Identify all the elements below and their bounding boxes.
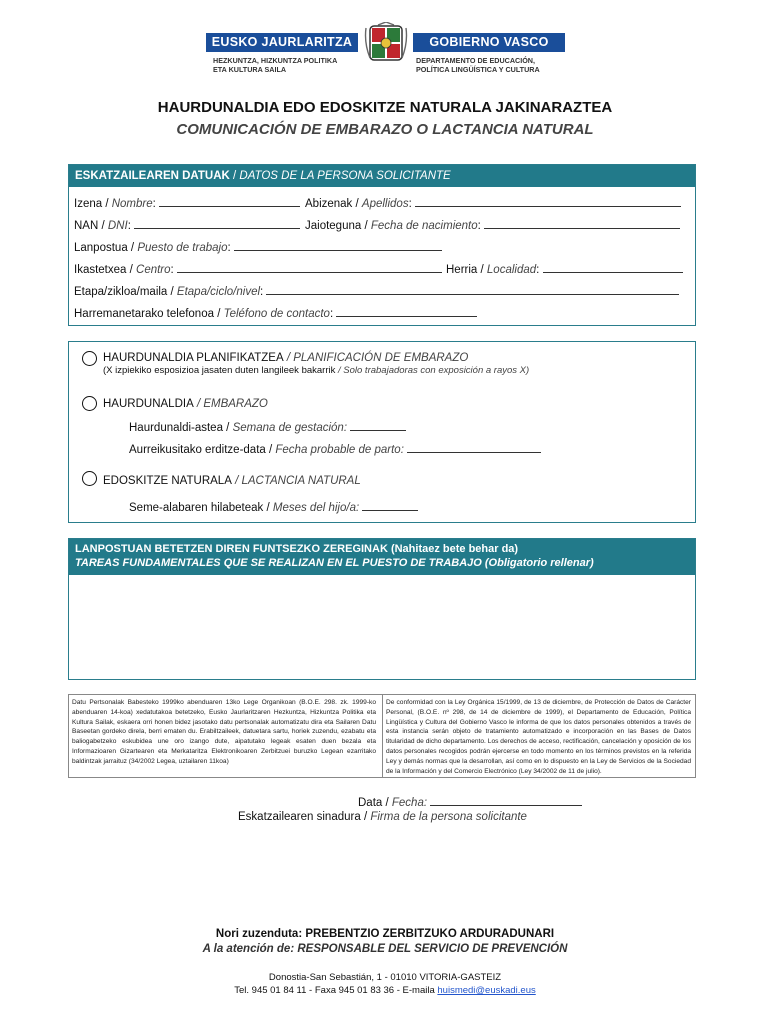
gestation-week-row: Haurdunaldi-astea / Semana de gestación: bbox=[129, 419, 406, 434]
name-field[interactable] bbox=[159, 195, 300, 207]
due-date-field[interactable] bbox=[407, 441, 541, 453]
birthdate-row: Jaioteguna / Fecha de nacimiento: bbox=[305, 217, 680, 232]
plan-pregnancy-note: (X izpiekiko esposizioa jasaten duten langileek bakarrik / Solo trabajadoras con exposición a rayos X) bbox=[103, 365, 530, 376]
center-row: Ikastetxea / Centro: bbox=[74, 261, 442, 276]
job-field[interactable] bbox=[234, 239, 442, 251]
address: Donostia-San Sebastián, 1 - 01010 VITORIA-GASTEIZ bbox=[268, 972, 502, 983]
tasks-section-header: LANPOSTUAN BETETZEN DIREN FUNTSEZKO ZEREGINAK (Nahitaez bete behar da) TAREAS FUNDAMENTALES QUE SE REALIZAN EN EL PUESTO DE TRABAJO (Obligatorio rellenar) bbox=[69, 539, 695, 575]
town-row: Herria / Localidad: bbox=[446, 261, 683, 276]
due-date-row: Aurreikusitako erditze-data / Fecha probable de parto: bbox=[129, 441, 541, 456]
birthdate-field[interactable] bbox=[484, 217, 680, 229]
center-field[interactable] bbox=[177, 261, 442, 273]
applicant-section-header: ESKATZAILEAREN DATUAK / DATOS DE LA PERSONA SOLICITANTE bbox=[69, 165, 695, 187]
addressee-basque: Nori zuzenduta: PREBENTZIO ZERBITZUKO ARDURADUNARI bbox=[215, 928, 555, 940]
signature-label: Eskatzailearen sinadura / Firma de la persona solicitante bbox=[238, 811, 527, 823]
name-row: Izena / Nombre: bbox=[74, 195, 300, 210]
department-spanish: DEPARTAMENTO DE EDUCACIÓN, POLÍTICA LINGÜÍSTICA Y CULTURA bbox=[416, 56, 540, 74]
legal-text-spanish: De conformidad con la Ley Orgánica 15/1999, de 13 de diciembre, de Protección de Datos de Carácter Personal, (B.O.E. nº 298, de 14 de diciembre de 1999), el Departamento de Educación, Política Lingüística y Cultura del Gobierno Vasco le informa de que los datos personales obtenidos a través de esta instancia serán objeto de tratamiento automatizado e incorporación en las Bases de Datos titularidad de dicho departamento. Los derechos de acceso, rectificación, cancelación y oposición de los datos personales recogidos podrán ejercerse en todo momento en los términos previstos en la referida Ley y demás normas que la desarrollan, así como en lo dispuesto en la Ley de Servicios de la Sociedad de la Información y del Comercio Electrónico (Ley 34/2002 de 11 de julio). bbox=[386, 699, 691, 775]
email-link[interactable]: huismedi@euskadi.eus bbox=[437, 985, 536, 996]
plan-pregnancy-radio[interactable] bbox=[82, 351, 97, 366]
surname-row: Abizenak / Apellidos: bbox=[305, 195, 681, 210]
legal-text-basque: Datu Pertsonalak Babesteko 1999ko abenduaren 13ko Lege Organikoan (B.O.E. 298. zk. 1999-ko abenduaren 14-koa) xedatutakoa betetzeko, Eusko Jaurlaritzaren Hezkuntza, Hizkuntza Politika eta Kultura Sailak, eskaera orri honen bidez jasotako datu pertsonalak automatizatu dira eta Sailaren Datu Baseetan gordeko direla, berri ematen du. Erabiltzaileek, datuetara sartu, horiek zuzendu, ezabatu eta baliogabetzeko eskubidea une oro izango dute, aipatutako legeak esaten duen bezala eta Informazioaren Gizartearen eta Merkataritza Elektronikoaren Zerbitzuei buruzko Legean ezarritako baldintzak jarraituz (34/2002 Legea, uztailaren 11koa) bbox=[72, 699, 376, 765]
tasks-section bbox=[68, 538, 696, 680]
phone-field[interactable] bbox=[336, 305, 477, 317]
date-field[interactable] bbox=[430, 794, 582, 806]
form-title: HAURDUNALDIA EDO EDOSKITZE NATURALA JAKINARAZTEA bbox=[157, 99, 613, 116]
tasks-text-area[interactable] bbox=[69, 575, 695, 679]
form-subtitle: COMUNICACIÓN DE EMBARAZO O LACTANCIA NATURAL bbox=[176, 121, 594, 138]
lactation-radio[interactable] bbox=[82, 471, 97, 486]
addressee-spanish: A la atención de: RESPONSABLE DEL SERVICIO DE PREVENCIÓN bbox=[202, 943, 568, 955]
town-field[interactable] bbox=[543, 261, 683, 273]
org-name-basque: EUSKO JAURLARITZA bbox=[206, 33, 358, 52]
org-name-spanish: GOBIERNO VASCO bbox=[413, 33, 565, 52]
phone-row: Harremanetarako telefonoa / Teléfono de contacto: bbox=[74, 305, 477, 320]
lactation-label: EDOSKITZE NATURALA / LACTANCIA NATURAL bbox=[103, 475, 361, 487]
coat-of-arms-icon bbox=[362, 22, 410, 64]
child-months-row: Seme-alabaren hilabeteak / Meses del hijo/a: bbox=[129, 499, 418, 514]
plan-pregnancy-label: HAURDUNALDIA PLANIFIKATZEA / PLANIFICACIÓN DE EMBARAZO bbox=[103, 352, 469, 364]
surname-field[interactable] bbox=[415, 195, 681, 207]
date-row: Data / Fecha: bbox=[358, 794, 582, 809]
contact-line: Tel. 945 01 84 11 - Faxa 945 01 83 36 - E-maila huismedi@euskadi.eus bbox=[234, 985, 536, 996]
legal-divider bbox=[382, 695, 383, 777]
id-field[interactable] bbox=[134, 217, 300, 229]
department-basque: HEZKUNTZA, HIZKUNTZA POLITIKA ETA KULTURA SAILA bbox=[213, 56, 338, 74]
stage-row: Etapa/zikloa/maila / Etapa/ciclo/nivel: bbox=[74, 283, 679, 298]
id-row: NAN / DNI: bbox=[74, 217, 300, 232]
pregnancy-label: HAURDUNALDIA / EMBARAZO bbox=[103, 398, 268, 410]
stage-field[interactable] bbox=[266, 283, 679, 295]
child-months-field[interactable] bbox=[362, 499, 418, 511]
job-row: Lanpostua / Puesto de trabajo: bbox=[74, 239, 442, 254]
pregnancy-radio[interactable] bbox=[82, 396, 97, 411]
gestation-week-field[interactable] bbox=[350, 419, 406, 431]
